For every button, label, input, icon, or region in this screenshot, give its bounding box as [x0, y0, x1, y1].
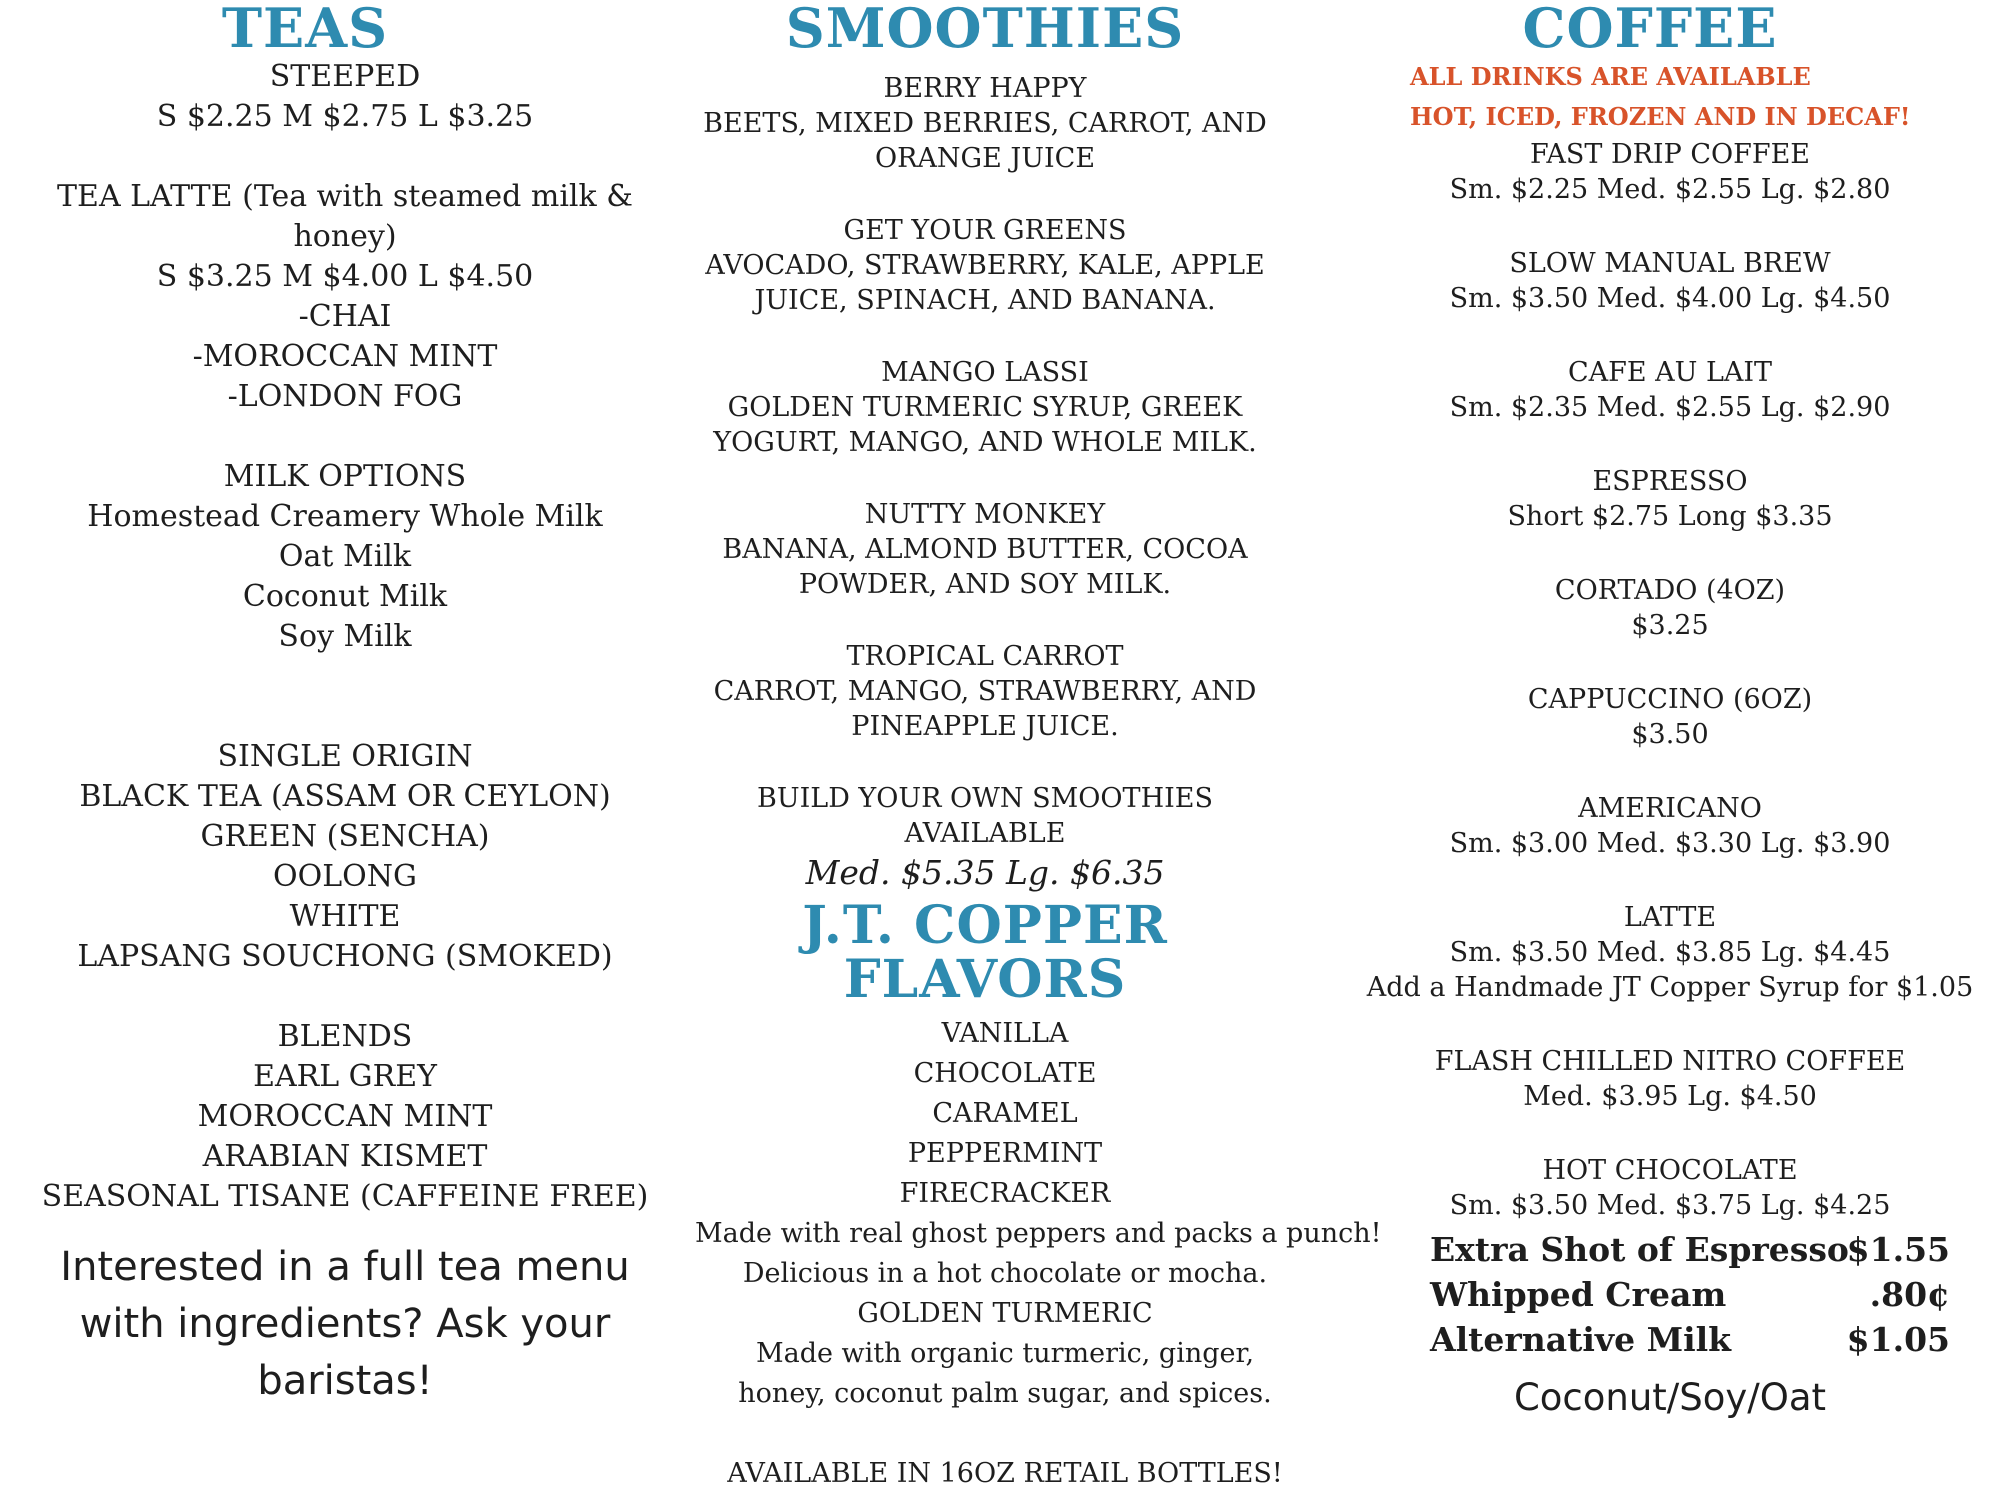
smoothies-heading: SMOOTHIES [785, 0, 1185, 60]
tea-latte-name: TEA LATTE (Tea with steamed milk & [57, 178, 633, 214]
extra-item [1430, 1227, 1950, 1272]
extras-list [1430, 1227, 1950, 1362]
blend-item: ARABIAN KISMET [202, 1138, 488, 1174]
smoothie-ingredients: BANANA, ALMOND BUTTER, COCOA [722, 533, 1248, 565]
blend-item: SEASONAL TISANE (CAFFEINE FREE) [41, 1178, 649, 1214]
single-origin-item: WHITE [289, 898, 401, 934]
flavor-item: CHOCOLATE [913, 1057, 1097, 1089]
retail-bottles-note: AVAILABLE IN 16OZ RETAIL BOTTLES! [727, 1457, 1283, 1489]
coffee-column [1360, 0, 1980, 1424]
extra-item [1430, 1272, 1950, 1317]
flavor-item: VANILLA [941, 1017, 1069, 1049]
coffee-price: $3.50 [1631, 718, 1709, 750]
blend-item: MOROCCAN MINT [197, 1098, 493, 1134]
extra-name: Whipped Cream [1430, 1274, 1727, 1314]
coffee-name: HOT CHOCOLATE [1542, 1154, 1798, 1186]
steeped-price: S $2.25 M $2.75 L $3.25 [156, 98, 534, 134]
flavor-item: GOLDEN TURMERIC [857, 1297, 1153, 1329]
coffee-price: Sm. $3.00 Med. $3.30 Lg. $3.90 [1449, 827, 1891, 859]
teas-column [20, 0, 670, 1410]
coffee-name: CAFE AU LAIT [1567, 356, 1773, 388]
coffee-price: Sm. $3.50 Med. $3.85 Lg. $4.45 [1449, 936, 1891, 968]
smoothie-name: MANGO LASSI [881, 356, 1089, 388]
extra-item [1430, 1317, 1950, 1362]
syrup-note: Add a Handmade JT Copper Syrup for $1.05 [1366, 971, 1974, 1003]
single-origin-item: GREEN (SENCHA) [200, 818, 490, 854]
smoothie-ingredients: BEETS, MIXED BERRIES, CARROT, AND [703, 107, 1267, 139]
extra-name: Alternative Milk [1430, 1319, 1732, 1359]
milk-option: Coconut Milk [242, 578, 448, 614]
coffee-heading: COFFEE [1522, 0, 1778, 60]
smoothie-ingredients: ORANGE JUICE [874, 142, 1096, 174]
flavors-heading: J.T. COPPER FLAVORS [802, 894, 1168, 1011]
teas-heading: TEAS [221, 0, 389, 60]
coffee-price: Sm. $2.35 Med. $2.55 Lg. $2.90 [1449, 391, 1891, 423]
tea-latte-flavor: -LONDON FOG [227, 378, 463, 414]
alternative-milk-options: Coconut/Soy/Oat [1513, 1375, 1827, 1419]
smoothie-ingredients: GOLDEN TURMERIC SYRUP, GREEK [727, 391, 1243, 423]
smoothie-ingredients: PINEAPPLE JUICE. [851, 710, 1119, 742]
single-origin-item: OOLONG [273, 858, 417, 894]
tea-latte-price: S $3.25 M $4.00 L $4.50 [156, 258, 534, 294]
smoothie-ingredients: AVOCADO, STRAWBERRY, KALE, APPLE [705, 249, 1265, 281]
smoothie-name: GET YOUR GREENS [843, 214, 1127, 246]
flavor-item: CARAMEL [932, 1097, 1078, 1129]
availability-notice: HOT, ICED, FROZEN AND IN DECAF! [1410, 101, 1911, 131]
milk-options-title: MILK OPTIONS [223, 458, 467, 494]
tea-menu-note: Interested in a full tea menu [60, 1243, 630, 1290]
tea-latte-flavor: -MOROCCAN MINT [192, 338, 498, 374]
single-origin-title: SINGLE ORIGIN [217, 738, 473, 774]
smoothie-ingredients: POWDER, AND SOY MILK. [798, 568, 1172, 600]
smoothie-name: BERRY HAPPY [883, 72, 1087, 104]
tea-latte-flavor: -CHAI [298, 298, 392, 334]
smoothie-ingredients: AVAILABLE [904, 817, 1066, 849]
coffee-price: $3.25 [1631, 609, 1709, 641]
milk-option: Homestead Creamery Whole Milk [87, 498, 603, 534]
firecracker-description: Made with real ghost peppers and packs a punch! [695, 1217, 1382, 1249]
tea-menu-note: baristas! [257, 1357, 433, 1404]
flavor-item: PEPPERMINT [907, 1137, 1103, 1169]
smoothie-ingredients: YOGURT, MANGO, AND WHOLE MILK. [713, 426, 1257, 458]
coffee-price: Sm. $3.50 Med. $4.00 Lg. $4.50 [1449, 282, 1891, 314]
smoothie-name: BUILD YOUR OWN SMOOTHIES [757, 782, 1213, 814]
steeped-name: STEEPED [269, 58, 421, 94]
coffee-price: Sm. $2.25 Med. $2.55 Lg. $2.80 [1449, 173, 1891, 205]
coffee-name: CORTADO (4OZ) [1554, 574, 1786, 606]
coffee-price: Short $2.75 Long $3.35 [1507, 500, 1833, 532]
smoothie-name: TROPICAL CARROT [846, 640, 1124, 672]
tea-latte-name-cont: honey) [293, 218, 397, 254]
smoothie-ingredients: CARROT, MANGO, STRAWBERRY, AND [713, 675, 1257, 707]
smoothies-column [655, 0, 1382, 1494]
blend-item: EARL GREY [253, 1058, 437, 1094]
extra-price: $1.55 [1846, 1229, 1950, 1269]
firecracker-description: Delicious in a hot chocolate or mocha. [742, 1257, 1268, 1289]
coffee-name: SLOW MANUAL BREW [1509, 247, 1831, 279]
smoothie-ingredients: JUICE, SPINACH, AND BANANA. [754, 284, 1216, 316]
coffee-name: CAPPUCCINO (6OZ) [1527, 683, 1813, 715]
milk-option: Soy Milk [278, 618, 412, 654]
coffee-name: AMERICANO [1578, 792, 1762, 824]
smoothie-name: NUTTY MONKEY [864, 498, 1106, 530]
turmeric-description: honey, coconut palm sugar, and spices. [738, 1377, 1272, 1409]
flavor-item: FIRECRACKER [899, 1177, 1111, 1209]
single-origin-item: LAPSANG SOUCHONG (SMOKED) [77, 938, 613, 974]
blends-title: BLENDS [277, 1018, 413, 1054]
milk-option: Oat Milk [278, 538, 412, 574]
coffee-name: ESPRESSO [1592, 465, 1748, 497]
availability-notice: ALL DRINKS ARE AVAILABLE [1410, 61, 1811, 91]
coffee-name: FAST DRIP COFFEE [1529, 138, 1811, 170]
extra-name: Extra Shot of Espresso [1430, 1229, 1849, 1269]
coffee-name: FLASH CHILLED NITRO COFFEE [1434, 1045, 1906, 1077]
extra-price: $1.05 [1846, 1319, 1950, 1359]
smoothie-price: Med. $5.35 Lg. $6.35 [805, 852, 1165, 892]
coffee-price: Med. $3.95 Lg. $4.50 [1523, 1080, 1817, 1112]
tea-menu-note: with ingredients? Ask your [79, 1300, 611, 1347]
coffee-name: LATTE [1623, 901, 1717, 933]
coffee-price: Sm. $3.50 Med. $3.75 Lg. $4.25 [1449, 1189, 1891, 1221]
turmeric-description: Made with organic turmeric, ginger, [755, 1337, 1255, 1369]
extra-price: .80¢ [1869, 1274, 1950, 1314]
single-origin-item: BLACK TEA (ASSAM OR CEYLON) [79, 778, 611, 814]
